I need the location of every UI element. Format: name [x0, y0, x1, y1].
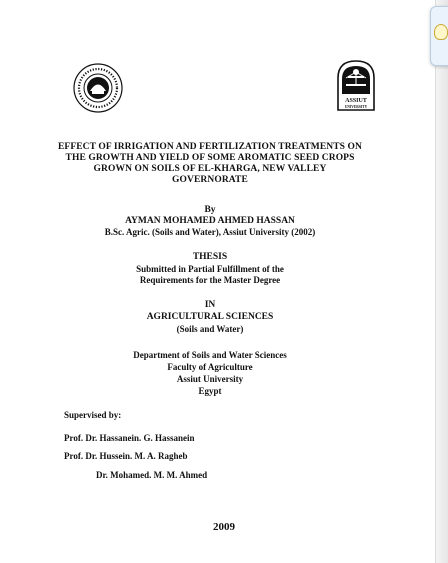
svg-text:UNIVERSITY: UNIVERSITY — [344, 105, 368, 109]
submission-line-1: Submitted in Partial Fulfillment of the — [136, 264, 284, 274]
department-line-4: Egypt — [198, 386, 222, 396]
author-name: AYMAN MOHAMED AHMED HASSAN — [125, 216, 295, 226]
thesis-title-line-2: THE GROWTH AND YIELD OF SOME AROMATIC SEED CROPS — [65, 153, 355, 163]
thesis-title-line-1: EFFECT OF IRRIGATION AND FERTILIZATION TREATMENTS ON — [58, 142, 362, 152]
faculty-seal-logo — [72, 62, 124, 114]
thesis-label: THESIS — [192, 252, 228, 262]
thesis-title-line-3: GROWN ON SOILS OF EL-KHARGA, NEW VALLEY — [93, 164, 327, 174]
page-edge — [435, 0, 448, 563]
department-line-1: Department of Soils and Water Sciences — [133, 350, 287, 360]
author-degree: B.Sc. Agric. (Soils and Water), Assiut University (2002) — [104, 227, 316, 237]
supervisor-3: Dr. Mohamed. M. M. Ahmed — [96, 470, 208, 480]
lightbulb-icon[interactable] — [434, 24, 448, 40]
department-line-3: Assiut University — [176, 374, 244, 384]
assiut-university-emblem — [334, 58, 378, 114]
department-line-2: Faculty of Agriculture — [167, 362, 253, 372]
thesis-title-line-4: GOVERNORATE — [172, 175, 248, 185]
supervisor-1: Prof. Dr. Hassanein. G. Hassanein — [64, 433, 195, 443]
in-label: IN — [204, 300, 216, 310]
thesis-year: 2009 — [213, 521, 235, 533]
supervised-by-label: Supervised by: — [64, 410, 122, 420]
svg-text:ASSIUT: ASSIUT — [345, 98, 367, 104]
supervisor-2: Prof. Dr. Hussein. M. A. Ragheb — [64, 451, 188, 461]
by-label: By — [204, 205, 216, 215]
submission-line-2: Requirements for the Master Degree — [139, 275, 281, 285]
field-name: AGRICULTURAL SCIENCES — [146, 312, 274, 322]
field-subtitle: (Soils and Water) — [176, 324, 244, 334]
